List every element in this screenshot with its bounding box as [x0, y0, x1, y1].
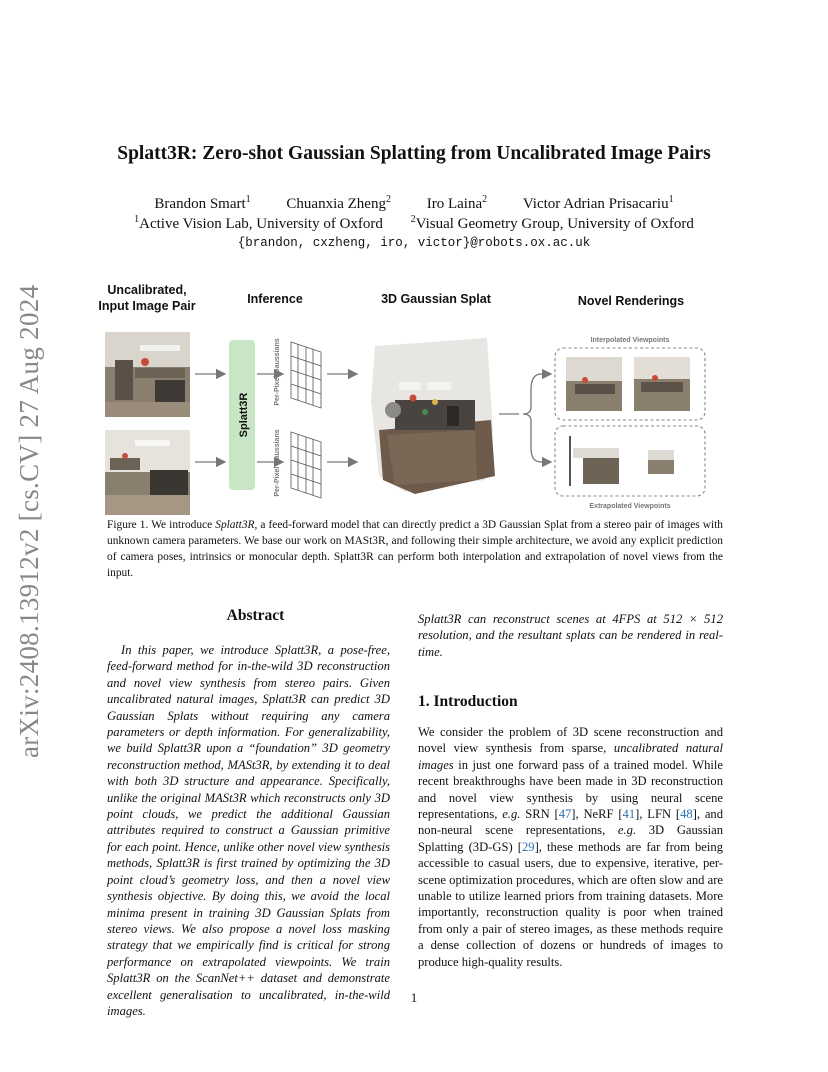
page-number: 1	[410, 990, 418, 1005]
model-name-label: Splatt3R	[238, 392, 250, 438]
citation-link[interactable]: 48	[680, 807, 693, 822]
interpolated-label: Interpolated Viewpoints	[590, 337, 670, 344]
author: Iro Laina$^2$	[426, 194, 488, 212]
author: Victor Adrian Prisacariu$^1$	[522, 194, 674, 212]
arxiv-identifier: arXiv:2408.13912v2 [cs.CV] 27 Aug 2024	[14, 284, 44, 758]
abstract-text: In this paper, we introduce Splatt3R, a pose-free, feed-forward method for in-the-wild 3D reconstruction and novel view synthesis from stereo pairs. Given uncalibrated natural images, Splatt3R can predict 3D Gaussian Splats without requiring any camera parameters or depth information. For generalizability, we build Splatt3R upon a “foundation” 3D geometry reconstruction method, MASt3R, by extending it to deal with both 3D structure and appearance. Specifically, unlike the original MASt3R which reconstructs only 3D point clouds, we predict the additional Gaussian attributes required to construct a Gaussian primitive for each point. Hence, unlike other novel view synthesis methods, Splatt3R is first trained by optimizing the 3D point cloud’s geometry loss, and then a novel view synthesis objective. By doing this, we avoid the local minima present in training 3D Gaussian Splats from stereo views. We also propose a novel loss masking strategy that we empirically find is critical for strong performance on extrapolated viewpoints. We train Splatt3R on the ScanNet++ dataset and demonstrate excellent generalisation to uncalibrated, in-the-wild images.	[107, 643, 390, 1018]
abstract-continuation: Splatt3R can reconstruct scenes at 4FPS at 512 × 512 resolution, and the resultant splats can be rendered in real-time.	[418, 612, 723, 659]
citation-link[interactable]: 41	[622, 807, 636, 822]
introduction-heading: 1. Introduction	[418, 693, 518, 710]
author-list	[0, 194, 828, 213]
author: Chuanxia Zheng$^2$	[286, 194, 391, 212]
interpolated-view-1	[566, 357, 622, 411]
label-input-line1: Uncalibrated,	[107, 283, 187, 297]
gaussian-splat-render	[371, 338, 495, 494]
interpolated-view-2	[634, 357, 690, 411]
per-pixel-label-2: Per-Pixel Gaussians	[274, 429, 281, 497]
abstract-heading: Abstract	[226, 607, 285, 624]
figure-caption: Figure 1. We introduce Splatt3R, a feed-forward model that can directly predict a 3D Gaussian Splat from a stereo pair of images with unknown camera parameters. We base our work on MASt3R, and following their simple architecture, we avoid any explicit prediction of camera poses, intrinsics or monocular depth. Splatt3R can perform both interpolation and extrapolation of novel views from the input.	[107, 519, 723, 579]
citation-link[interactable]: 47	[558, 807, 572, 822]
paper-title: Splatt3R: Zero-shot Gaussian Splatting from Uncalibrated Image Pairs	[117, 143, 711, 164]
citation-link[interactable]: 29	[521, 839, 535, 854]
figure-1-diagram	[95, 280, 735, 510]
label-splat: 3D Gaussian Splat	[381, 292, 491, 306]
author-emails: {brandon, cxzheng, iro, victor}@robots.ox.ac.uk	[237, 236, 591, 250]
label-novel: Novel Renderings	[577, 294, 685, 308]
extrapolated-view-2	[634, 433, 690, 489]
gaussian-grid-2	[291, 432, 321, 498]
affiliation: $^2$Visual Geometry Group, University of Oxford	[410, 214, 694, 232]
affiliation: $^1$Active Vision Lab, University of Oxford	[134, 214, 383, 232]
introduction-text: We consider the problem of 3D scene reconstruction and novel view synthesis from sparse, uncalibrated natural images in just one forward pass of a trained model. While recent breakthroughs have been made in 3D reconstruction and novel view synthesis by using neural scene representations, e.g. SRN [47], NeRF [41], LFN [48], and non-neural scene representations, e.g. 3D Gaussian Splatting (3D-GS) [29], these methods are far from being accessible to casual users, due to expensive, iterative, per-scene optimization procedures, which are often slow and are unable to utilize learned priors from training datasets. More importantly, reconstruction quality is poor when trained from only a pair of stereo images, as these methods require a dense collection of dozens or hundreds of images to produce high-quality results.	[418, 725, 724, 969]
per-pixel-label-1: Per-Pixel Gaussians	[274, 338, 281, 406]
gaussian-grid-1	[291, 342, 321, 408]
label-inference: Inference	[247, 292, 303, 306]
author: Brandon Smart$^1$	[154, 194, 251, 212]
extrapolated-view-1	[566, 433, 622, 489]
label-input-line2: Input Image Pair	[98, 299, 196, 313]
extrapolated-label: Extrapolated Viewpoints	[589, 503, 671, 510]
affiliations	[0, 214, 828, 233]
input-image-1	[105, 332, 190, 417]
input-image-2	[105, 430, 190, 515]
